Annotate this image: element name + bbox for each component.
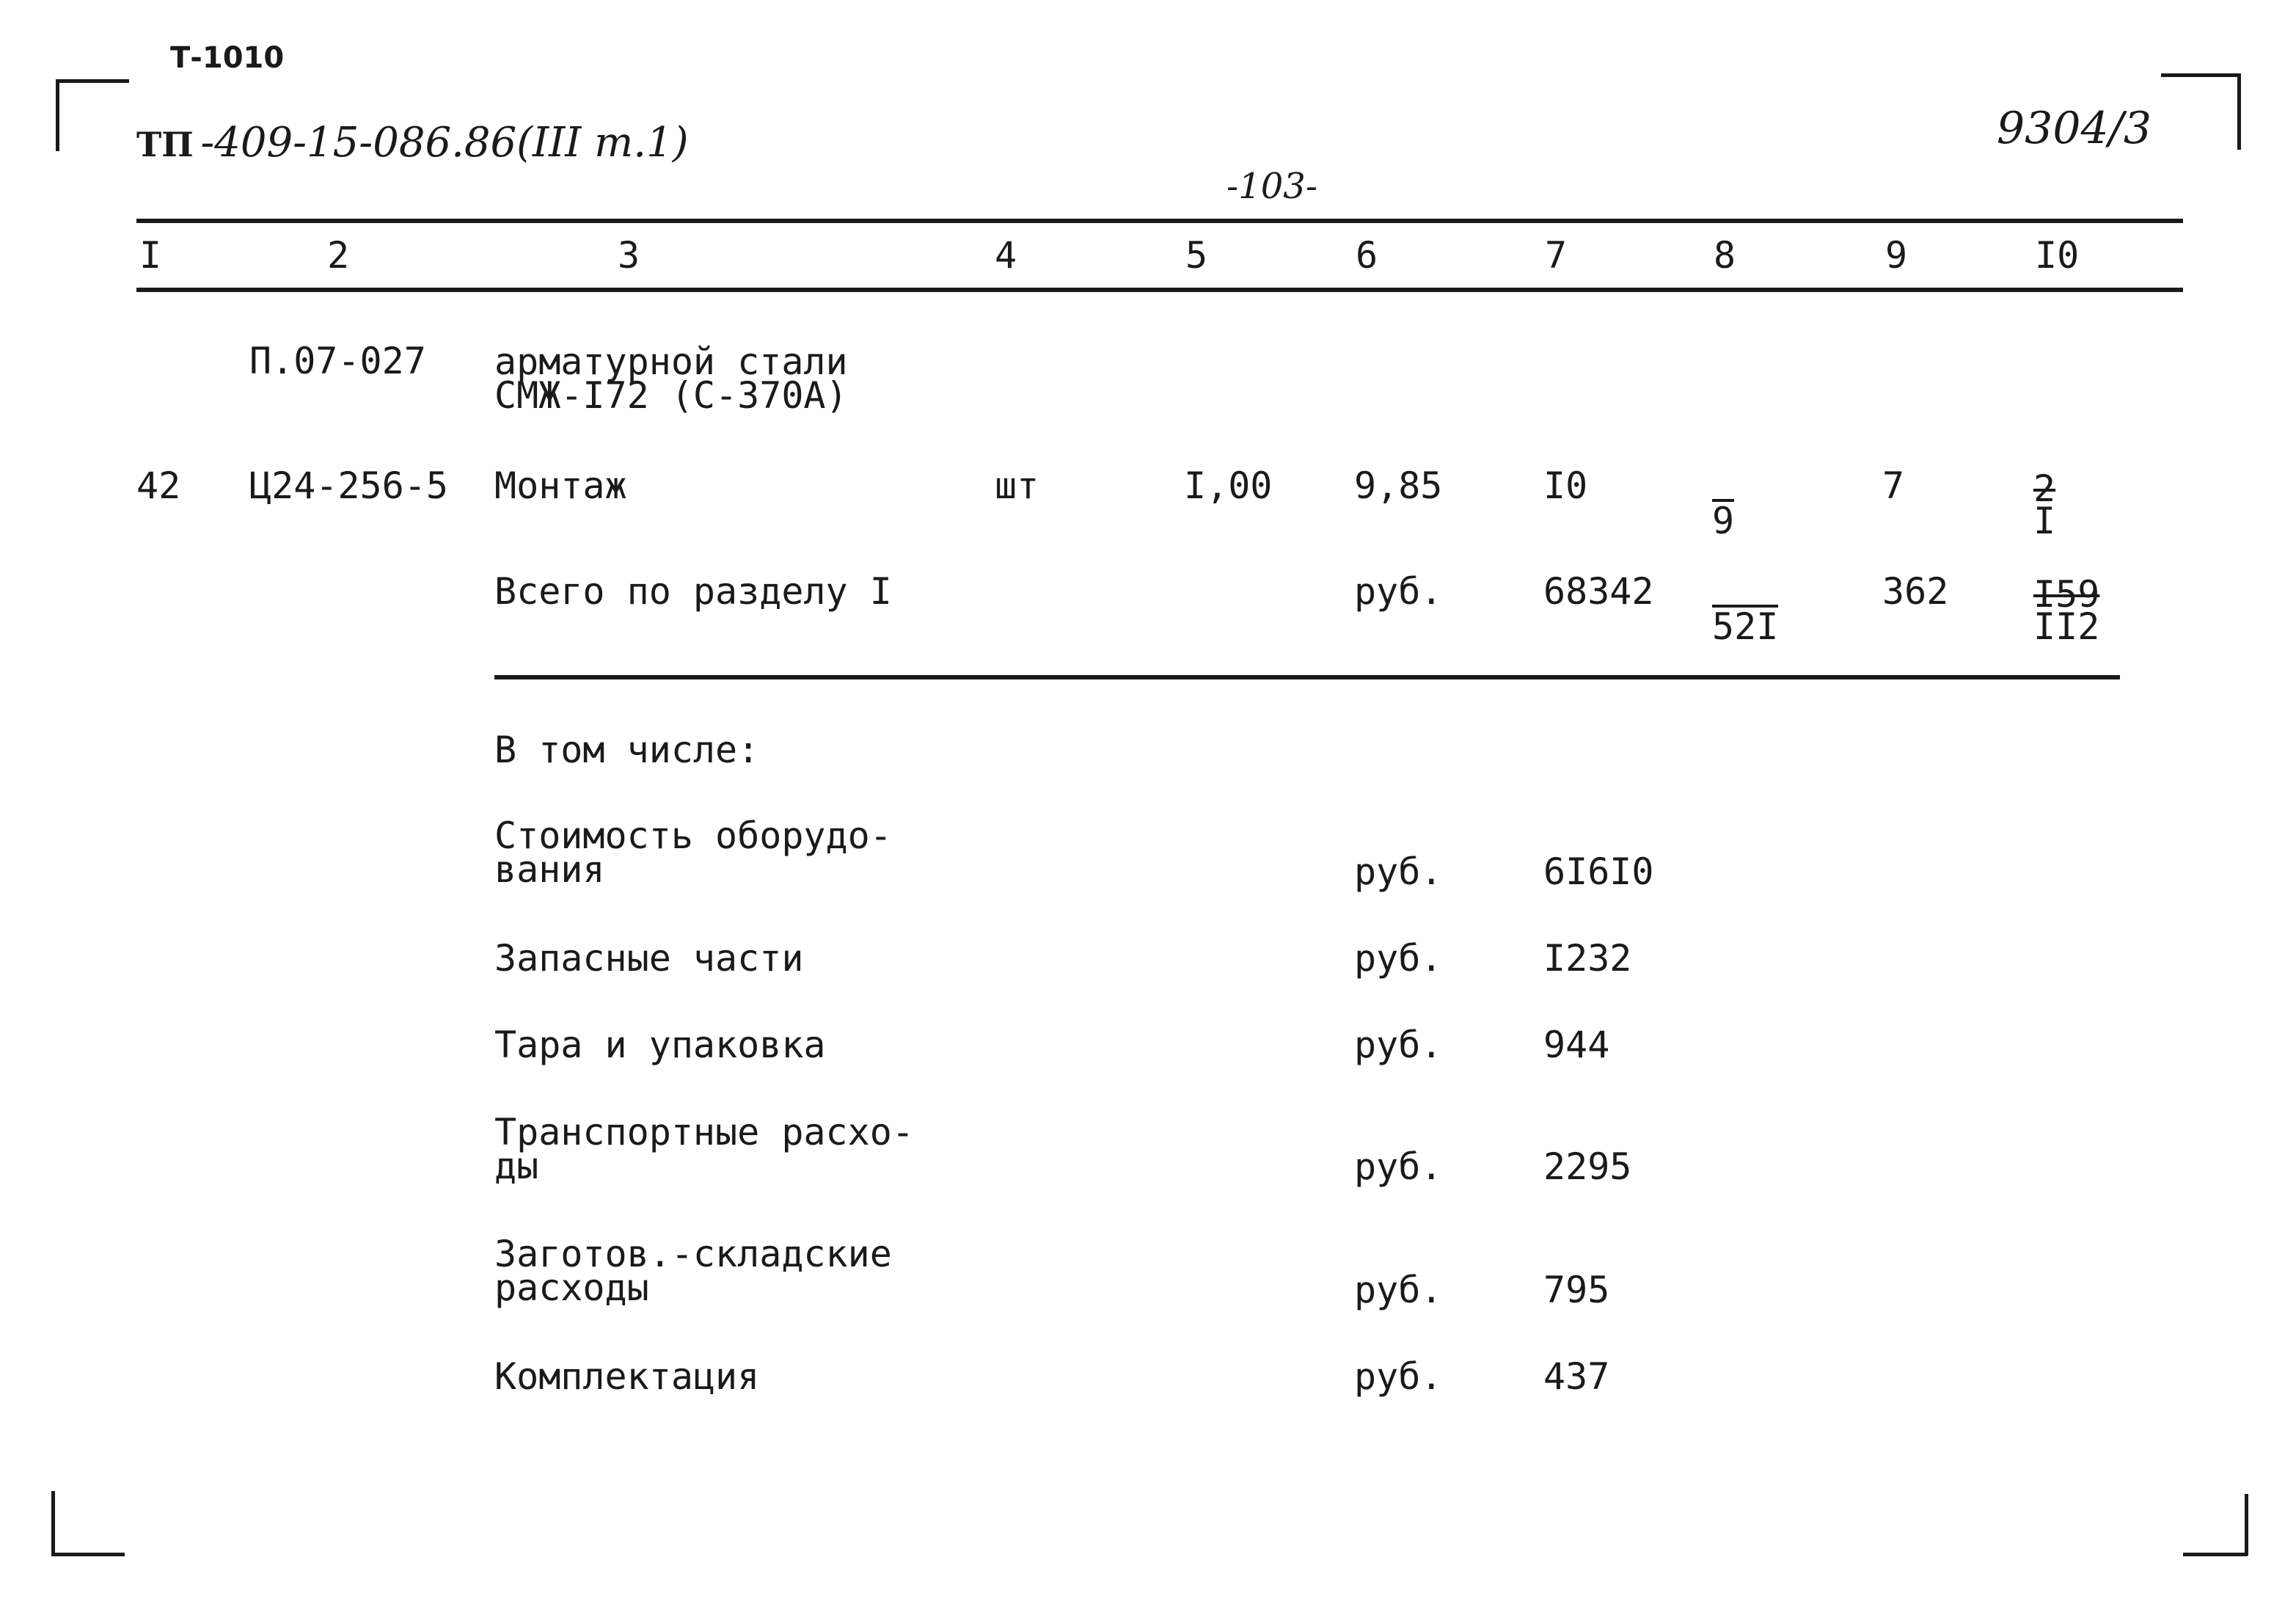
breakdown-title: В том числе: (494, 729, 760, 771)
row-description-line2: СМЖ-I72 (С-370А) (494, 374, 848, 417)
row-unit: шт (995, 464, 1039, 507)
row-unit-price: 9,85 (1354, 464, 1443, 507)
breakdown-label-line1: Транспортные расхо- (494, 1111, 914, 1153)
corner-mark-top-left-v (56, 79, 59, 151)
document-code (136, 119, 689, 167)
corner-mark-bottom-left-h (51, 1553, 125, 1556)
breakdown-label-line2: ды (494, 1145, 539, 1187)
corner-mark-top-right-v (2237, 73, 2241, 150)
breakdown-value: 2295 (1543, 1145, 1632, 1188)
breakdown-unit: руб. (1354, 937, 1443, 980)
breakdown-label-line1: Тара и упаковка (494, 1024, 826, 1066)
row-col8-value: 9 (1712, 500, 1735, 542)
breakdown-unit: руб. (1354, 1145, 1443, 1188)
header-bottom-rule (136, 288, 2183, 292)
breakdown-unit: руб. (1354, 1355, 1443, 1398)
section-total-col8: 52I (1712, 605, 1779, 648)
breakdown-value: I232 (1543, 937, 1632, 980)
column-header-2: 2 (327, 234, 350, 277)
corner-mark-top-right-h (2161, 73, 2240, 77)
breakdown-unit: руб. (1354, 1024, 1443, 1066)
row-description-line1: арматурной стали (494, 340, 848, 383)
row-col10-top: 2 (2033, 467, 2056, 510)
column-header-7: 7 (1545, 234, 1568, 277)
page-number: -103- (1226, 166, 1318, 207)
stamp-label: Т-1010 (170, 41, 285, 75)
section-total-unit: руб. (1354, 570, 1443, 613)
breakdown-value: 944 (1543, 1024, 1610, 1066)
document-code-handwritten: -409-15-086.86(III т.1) (200, 119, 689, 167)
corner-mark-bottom-right-v (2245, 1494, 2248, 1556)
document-code-prefix: ТП (136, 125, 194, 164)
breakdown-label-line1: Стоимость оборудо- (494, 814, 892, 857)
column-header-6: 6 (1356, 234, 1378, 277)
column-header-4: 4 (995, 234, 1017, 277)
section-total-col9: 362 (1882, 570, 1949, 613)
section-total-rule (494, 675, 2120, 679)
breakdown-unit: руб. (1354, 1269, 1443, 1311)
corner-mark-bottom-right-h (2183, 1553, 2248, 1556)
column-header-10: I0 (2035, 234, 2080, 277)
breakdown-value: 795 (1543, 1269, 1610, 1311)
sheet-reference: 9304/3 (1997, 103, 2152, 154)
corner-mark-bottom-left-v (51, 1491, 55, 1556)
row-code: П.07-027 (249, 340, 426, 382)
breakdown-value: 437 (1543, 1355, 1610, 1398)
row-col10-bottom: I (2033, 500, 2056, 542)
breakdown-label-line1: Комплектация (494, 1355, 760, 1398)
section-total-label: Всего по разделу I (494, 570, 892, 613)
column-header-5: 5 (1185, 234, 1208, 277)
section-total-value: 68342 (1543, 570, 1654, 613)
column-header-8: 8 (1714, 234, 1736, 277)
corner-mark-top-left-h (56, 79, 129, 83)
breakdown-label-line1: Заготов.-складские (494, 1233, 892, 1275)
column-header-1: I (139, 234, 162, 277)
row-quantity: I,00 (1184, 464, 1273, 507)
breakdown-label-line2: вания (494, 848, 605, 891)
row-description: Монтаж (494, 464, 627, 507)
header-top-rule (136, 219, 2183, 223)
breakdown-unit: руб. (1354, 850, 1443, 893)
row-number: 42 (136, 464, 181, 507)
column-header-3: 3 (618, 234, 640, 277)
section-total-col10-bottom: II2 (2033, 605, 2100, 648)
breakdown-value: 6I6I0 (1543, 850, 1654, 893)
breakdown-label-line2: расходы (494, 1266, 649, 1309)
row-col9-value: 7 (1882, 464, 1905, 507)
section-total-col10-top: I59 (2033, 573, 2100, 616)
row-code: Ц24-256-5 (249, 464, 448, 507)
row-total: I0 (1543, 464, 1588, 507)
breakdown-label-line1: Запасные части (494, 937, 804, 980)
column-header-9: 9 (1885, 234, 1908, 277)
